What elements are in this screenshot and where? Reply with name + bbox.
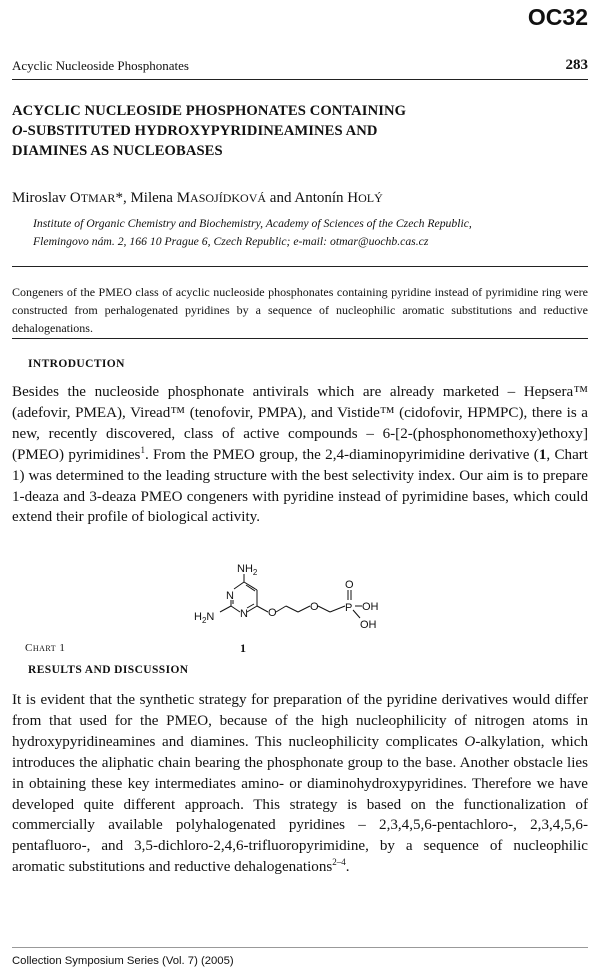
affiliation [33, 215, 588, 251]
running-title: Acyclic Nucleoside Phosphonates [12, 58, 189, 73]
intro-heading: INTRODUCTION [28, 358, 125, 370]
intro-paragraph [12, 382, 588, 528]
atom-nh2-top: $NH_2$ [237, 563, 258, 577]
results-heading: RESULTS AND DISCUSSION [28, 664, 189, 676]
results-end: . [345, 859, 350, 876]
paper-code: OC32 [527, 4, 588, 30]
author-3-last-initial: H [347, 190, 359, 206]
intro-text-2b: , Chart 1) was determined to the leading structure with the best selectivity index. Our aim is to prepare 1-deaza and 3-deaza PMEO congeners with pyridine instead of pyrimidine bases, which could extend their profile of biological activity. [12, 446, 588, 526]
abstract-top-rule [12, 266, 588, 267]
atom-p: P [345, 602, 353, 614]
author-2-last-rest: ASOJÍDKOVÁ [190, 191, 267, 205]
results-text-a: It is evident that the synthetic strategy for preparation of the pyridine derivatives would differ from that used for the PMEO, because of the high nucleophilicity of nitrogen atoms in hydroxypyridineamines and diamines. This nucleophilicity complicates [12, 692, 588, 750]
bond-p-oh2 [353, 610, 360, 618]
affiliation-line-1: Institute of Organic Chemistry and Biochemistry, Academy of Sciences of the Czech Republic, [33, 217, 472, 230]
title-line-1: ACYCLIC NUCLEOSIDE PHOSPHONATES CONTAINING [12, 103, 407, 119]
bond-o2-ch2p [318, 606, 330, 612]
atom-oh2: OH [360, 619, 377, 631]
compound-number: 1 [240, 641, 246, 655]
atom-h2n-left: $H_2N$ [194, 611, 215, 625]
title-line-2-rest: -SUBSTITUTED HYDROXYPYRIDINEAMINES AND [22, 123, 378, 139]
footer-rule [12, 947, 588, 948]
page-number: 283 [565, 57, 588, 73]
intro-compound-ref: 1 [538, 446, 547, 463]
atom-o2: O [310, 601, 319, 613]
running-header [12, 58, 588, 74]
footer: Collection Symposium Series (Vol. 7) (2005) [12, 955, 234, 967]
title-line-3: DIAMINES AS NUCLEOBASES [12, 143, 223, 159]
bond-c4-c5 [244, 582, 257, 590]
author-sep-2: and Antonín [266, 190, 348, 206]
bond-c6-o [257, 606, 268, 612]
intro-text-1: Besides the nucleoside phosphonate antivirals which are already marketed – Hepsera™ (adefovir, PMEA), Viread™ (tenofovir, PMPA), and Vistide™ (cidofovir, HPMPC), there is a new, recently discovered, class of active compounds – 6-[2-(phosphonomethoxy)ethoxy] (PMEO) pyrimidines [12, 384, 588, 463]
author-3-last-rest: OLÝ [358, 191, 383, 205]
header-rule [12, 79, 588, 80]
abstract-bottom-rule [12, 338, 588, 339]
bond-c2-nh2 [220, 606, 231, 612]
results-italic-o: O [464, 733, 476, 750]
intro-text-2a: . From the PMEO group, the 2,4-diaminopyrimidine derivative ( [144, 446, 539, 463]
title-line-2 [12, 121, 588, 141]
author-1-first: Miroslav [12, 190, 70, 206]
intro-ref-1: 1 [140, 444, 145, 455]
bond-n3-c4 [234, 582, 244, 589]
author-sep-1: , Milena [122, 190, 177, 206]
atom-n3: N [226, 590, 234, 602]
chemical-structure [190, 562, 420, 642]
atom-o-double: O [345, 579, 354, 591]
bond-n1-c2 [231, 606, 240, 612]
bond-ch2-ch2 [286, 606, 298, 612]
bond-ch2-p [330, 606, 345, 612]
atom-n1: N [240, 608, 248, 620]
title-italic-o: O [12, 123, 23, 139]
chart-label: Chart 1 [25, 642, 66, 654]
affiliation-line-2: Flemingovo nám. 2, 166 10 Prague 6, Czech Republic; e-mail: otmar@uochb.cas.cz [33, 235, 429, 248]
author-1-last-rest: TMAR [80, 191, 116, 205]
corresponding-mark: * [115, 190, 123, 206]
atom-oh1: OH [362, 601, 379, 613]
bond-ch2-o2 [298, 606, 310, 612]
author-list [12, 190, 588, 207]
atom-o1: O [268, 607, 277, 619]
bond-o-ch2 [276, 606, 286, 612]
bond-c6-n1-double [247, 604, 254, 608]
results-text-b: -alkylation, which introduces the aliphatic chain bearing the phosphonate group to the base. Another obstacle lies in obtaining these key intermediates amino- or diaminohydroxypyridines. Therefore we have developed quite different approach. This strategy is based on the functionalization of commercially available polyhalogenated pyridines – 2,3,4,5,6-pentachloro-, 2,3,4,5,6-pentafluoro-, and 3,5-dichloro-2,4,6-trifluoropyrimidine, by a sequence of nucleophilic aromatic substitutions and reductive dehalogenations [12, 733, 588, 876]
author-2-last-initial: M [176, 190, 191, 206]
abstract: Congeners of the PMEO class of acyclic nucleoside phosphonates containing pyridine instead of pyrimidine ring were constructed from perhalogenated pyridines by a sequence of nucleophilic aromatic substitutions and reductive dehalogenations. [12, 285, 588, 335]
results-ref: 2–4 [332, 857, 346, 868]
results-paragraph [12, 690, 588, 878]
author-1-last-initial: O [69, 190, 81, 206]
paper-title [12, 101, 588, 161]
